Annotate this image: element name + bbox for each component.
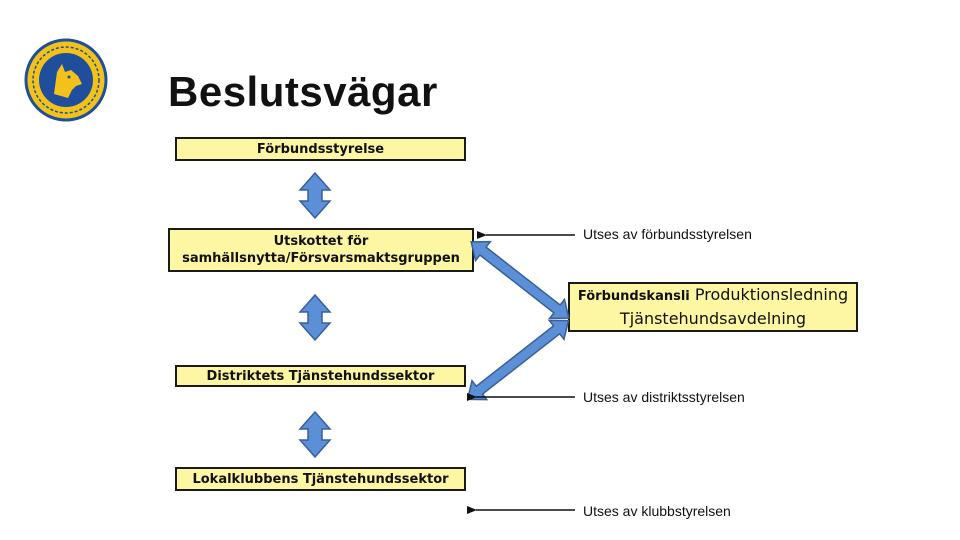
page-title: Beslutsvägar bbox=[168, 68, 438, 115]
utskottet-label-line2: samhällsnytta/Försvarsmaktsgruppen bbox=[182, 251, 460, 266]
forbundskansli-bold-label: Förbundskansli bbox=[577, 289, 690, 304]
forbundskansli-label-line2: Tjänstehundsavdelning bbox=[619, 309, 807, 328]
double-arrow-styrelse-utskottet bbox=[300, 173, 330, 218]
distrikt-label: Distriktets Tjänstehundssektor bbox=[206, 368, 435, 384]
produktionsledning-label: Produktionsledning bbox=[689, 285, 849, 304]
double-arrow-utskottet-distrikt bbox=[300, 295, 330, 340]
forbundsstyrelse-label: Förbundsstyrelse bbox=[256, 141, 385, 157]
note-utses-forbund: Utses av förbundsstyrelsen bbox=[583, 226, 752, 242]
double-arrow-distrikt-lokal bbox=[300, 412, 330, 457]
utskottet-label-line1: Utskottet för bbox=[273, 234, 369, 249]
note-utses-klubb: Utses av klubbstyrelsen bbox=[583, 503, 731, 519]
note-utses-distrikt: Utses av distriktsstyrelsen bbox=[583, 389, 745, 405]
double-arrow-distrikt-kansli bbox=[460, 311, 576, 409]
double-arrow-utskottet-kansli bbox=[464, 232, 576, 327]
lokalklubb-label: Lokalklubbens Tjänstehundssektor bbox=[192, 471, 449, 487]
